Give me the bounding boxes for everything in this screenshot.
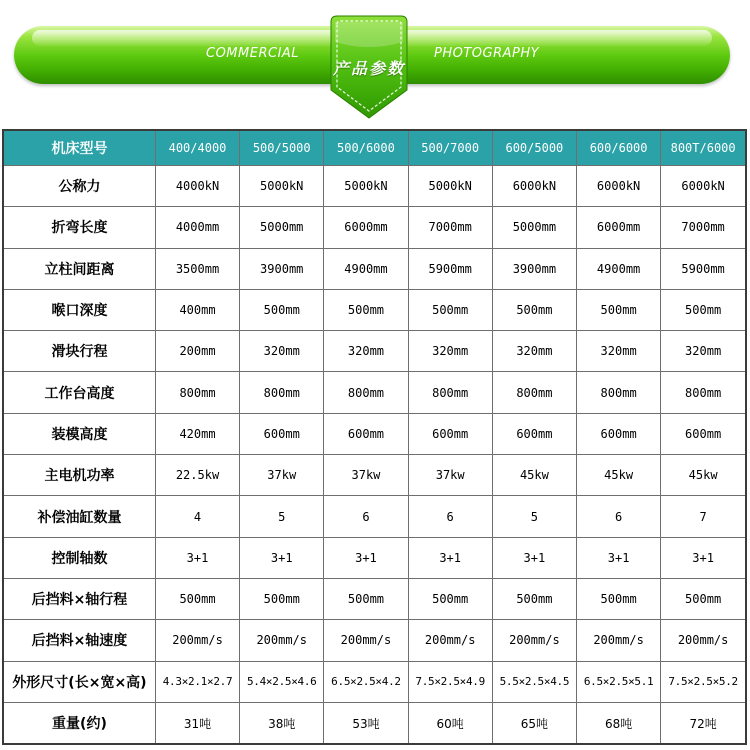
value-cell: 65吨 [492,702,576,744]
value-cell: 800mm [492,372,576,413]
table-row [3,496,746,537]
value-cell: 800mm [408,372,492,413]
value-cell: 68吨 [577,702,661,744]
value-cell: 5000kN [324,166,408,207]
value-cell: 500mm [155,578,239,619]
table-row [3,166,746,207]
value-cell: 38吨 [240,702,324,744]
value-cell: 420mm [155,413,239,454]
value-cell: 500mm [240,289,324,330]
row-label-cell: 外形尺寸(长×宽×高) [3,661,155,702]
table-row [3,207,746,248]
value-cell: 5 [492,496,576,537]
value-cell: 72吨 [661,702,746,744]
table-row [3,620,746,661]
value-cell: 37kw [408,455,492,496]
row-label-cell: 公称力 [3,166,155,207]
value-cell: 4000mm [155,207,239,248]
value-cell: 7.5×2.5×5.2 [661,661,746,702]
value-cell: 5000kN [408,166,492,207]
value-cell: 6 [408,496,492,537]
value-cell: 500mm [324,578,408,619]
value-cell: 800mm [324,372,408,413]
value-cell: 5000mm [240,207,324,248]
value-cell: 4 [155,496,239,537]
value-cell: 320mm [661,331,746,372]
value-cell: 600mm [240,413,324,454]
value-cell: 6 [577,496,661,537]
spec-table [2,129,747,745]
model-header-cell: 600/5000 [492,130,576,166]
model-header-cell: 400/4000 [155,130,239,166]
row-label-cell: 主电机功率 [3,455,155,496]
row-label-cell: 工作台高度 [3,372,155,413]
row-label-cell: 后挡料×轴行程 [3,578,155,619]
model-header-cell: 500/5000 [240,130,324,166]
value-cell: 6.5×2.5×5.1 [577,661,661,702]
badge-title: 产品参数 [332,59,405,78]
table-header-row [3,130,746,166]
value-cell: 7000mm [661,207,746,248]
value-cell: 400mm [155,289,239,330]
value-cell: 320mm [492,331,576,372]
model-header-cell: 800T/6000 [661,130,746,166]
value-cell: 3+1 [577,537,661,578]
value-cell: 6000kN [661,166,746,207]
table-row [3,578,746,619]
row-label-cell: 重量(约) [3,702,155,744]
table-row [3,455,746,496]
value-cell: 600mm [492,413,576,454]
value-cell: 600mm [324,413,408,454]
value-cell: 4900mm [577,248,661,289]
value-cell: 320mm [577,331,661,372]
table-row [3,372,746,413]
value-cell: 200mm [155,331,239,372]
value-cell: 800mm [661,372,746,413]
model-header-cell: 600/6000 [577,130,661,166]
value-cell: 3+1 [661,537,746,578]
banner-right-text: PHOTOGRAPHY [434,46,540,61]
value-cell: 7 [661,496,746,537]
value-cell: 53吨 [324,702,408,744]
value-cell: 200mm/s [408,620,492,661]
value-cell: 3+1 [492,537,576,578]
table-row [3,248,746,289]
value-cell: 6 [324,496,408,537]
title-badge [317,12,437,124]
value-cell: 3+1 [155,537,239,578]
value-cell: 600mm [577,413,661,454]
value-cell: 6000mm [324,207,408,248]
value-cell: 800mm [240,372,324,413]
value-cell: 60吨 [408,702,492,744]
value-cell: 45kw [661,455,746,496]
row-label-cell: 补偿油缸数量 [3,496,155,537]
value-cell: 3900mm [492,248,576,289]
value-cell: 6.5×2.5×4.2 [324,661,408,702]
value-cell: 600mm [661,413,746,454]
table-row [3,661,746,702]
value-cell: 800mm [155,372,239,413]
model-header-cell: 500/6000 [324,130,408,166]
value-cell: 22.5kw [155,455,239,496]
value-cell: 500mm [408,578,492,619]
row-label-cell: 后挡料×轴速度 [3,620,155,661]
value-cell: 45kw [577,455,661,496]
value-cell: 200mm/s [155,620,239,661]
table-row [3,702,746,744]
value-cell: 37kw [324,455,408,496]
value-cell: 3+1 [324,537,408,578]
value-cell: 5.4×2.5×4.6 [240,661,324,702]
value-cell: 500mm [577,289,661,330]
value-cell: 5900mm [661,248,746,289]
value-cell: 3+1 [240,537,324,578]
value-cell: 200mm/s [324,620,408,661]
value-cell: 500mm [577,578,661,619]
value-cell: 200mm/s [240,620,324,661]
value-cell: 500mm [492,289,576,330]
value-cell: 320mm [324,331,408,372]
value-cell: 200mm/s [492,620,576,661]
value-cell: 4000kN [155,166,239,207]
value-cell: 5900mm [408,248,492,289]
value-cell: 200mm/s [661,620,746,661]
value-cell: 500mm [492,578,576,619]
value-cell: 6000kN [577,166,661,207]
value-cell: 5 [240,496,324,537]
value-cell: 45kw [492,455,576,496]
row-label-cell: 立柱间距离 [3,248,155,289]
value-cell: 31吨 [155,702,239,744]
value-cell: 320mm [240,331,324,372]
value-cell: 4.3×2.1×2.7 [155,661,239,702]
table-row [3,537,746,578]
header-banner [14,26,730,86]
model-header-cell: 500/7000 [408,130,492,166]
value-cell: 600mm [408,413,492,454]
value-cell: 4900mm [324,248,408,289]
value-cell: 3900mm [240,248,324,289]
value-cell: 3500mm [155,248,239,289]
value-cell: 320mm [408,331,492,372]
value-cell: 37kw [240,455,324,496]
value-cell: 500mm [240,578,324,619]
value-cell: 500mm [408,289,492,330]
value-cell: 5000mm [492,207,576,248]
value-cell: 500mm [324,289,408,330]
value-cell: 6000mm [577,207,661,248]
value-cell: 500mm [661,289,746,330]
value-cell: 5.5×2.5×4.5 [492,661,576,702]
table-row [3,413,746,454]
value-cell: 500mm [661,578,746,619]
value-cell: 6000kN [492,166,576,207]
banner-left-text: COMMERCIAL [206,46,300,61]
row-label-cell: 喉口深度 [3,289,155,330]
table-row [3,289,746,330]
header-label-cell: 机床型号 [3,130,155,166]
value-cell: 7.5×2.5×4.9 [408,661,492,702]
value-cell: 3+1 [408,537,492,578]
row-label-cell: 滑块行程 [3,331,155,372]
table-row [3,331,746,372]
row-label-cell: 折弯长度 [3,207,155,248]
value-cell: 5000kN [240,166,324,207]
row-label-cell: 装模高度 [3,413,155,454]
value-cell: 800mm [577,372,661,413]
value-cell: 7000mm [408,207,492,248]
value-cell: 200mm/s [577,620,661,661]
row-label-cell: 控制轴数 [3,537,155,578]
